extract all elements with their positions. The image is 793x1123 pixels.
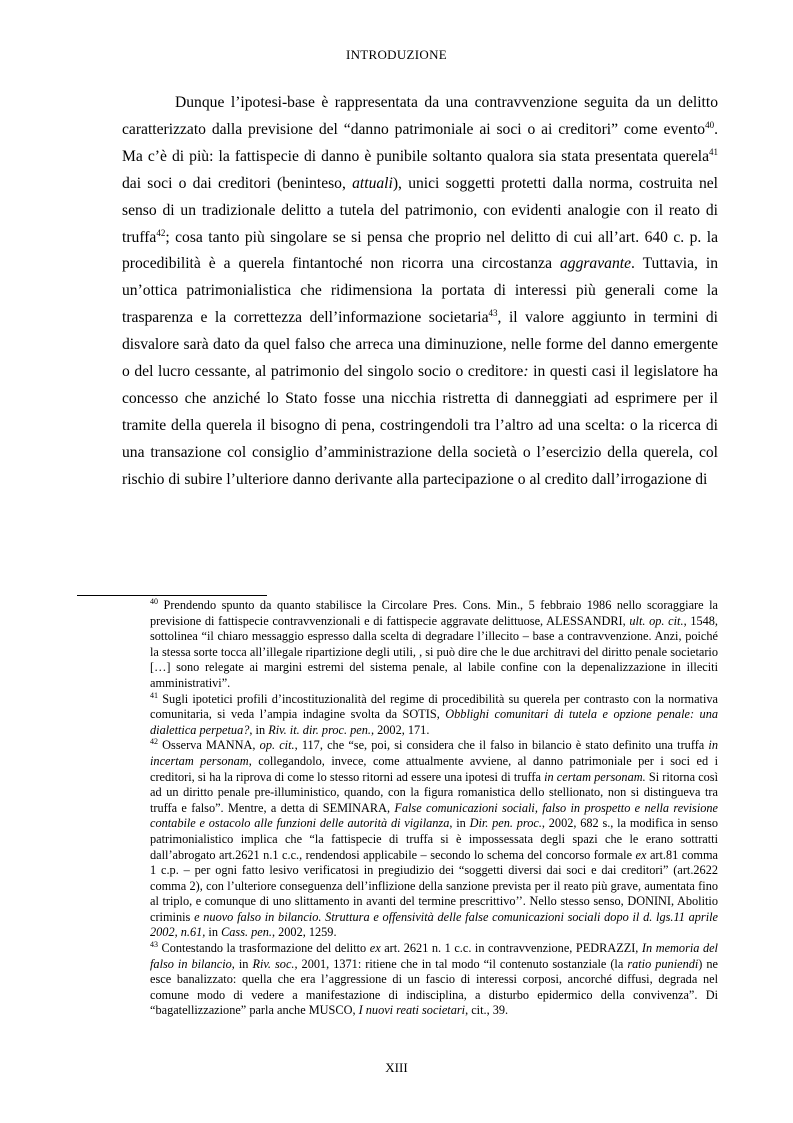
text-run: dai soci o dai creditori (beninteso, <box>122 174 353 192</box>
text-run: art. 2621 n. 1 c.c. in contravvenzione, PEDRAZZI, <box>380 941 642 956</box>
footnote-42 <box>150 738 718 941</box>
italic-run: ult. op. cit. <box>629 613 684 628</box>
italic-run: aggravante <box>559 255 631 273</box>
text-run: , 1548, sottolinea “il chiaro messaggio espresso dalla scelta di degradare l’illecito – base a contravvenzione. Anzi, poiché la stessa sorte tocca all’illegale ripartizione degli utili, , si può dire che le due architravi del diritto penale societario […] sono relegate ai margini estremi del sistema penale, al labile confine con la depenalizzazione in illeciti amministrativi”. <box>150 613 718 690</box>
footnote-40 <box>150 598 718 692</box>
page-number: XIII <box>385 1060 408 1075</box>
italic-run: ratio puniendi <box>627 956 699 971</box>
text-run: . Tuttavia, in un’ottica patrimonialistica che ridimensiona la portata di interessi più generali come la trasparenza e la correttezza dell’informazione societaria <box>122 255 718 327</box>
body-text <box>122 90 718 494</box>
italic-run: in certam personam. <box>544 769 646 784</box>
text-run: Dunque l’ipotesi-base è rappresentata da una contravvenzione seguita da un delitto caratterizzato dalla previsione del “danno patrimoniale ai soci o ai creditori” come evento <box>122 94 718 138</box>
text-run: Osserva MANNA, <box>158 738 260 753</box>
italic-run: : <box>523 363 529 381</box>
footnote-separator <box>77 595 267 596</box>
italic-run: Riv. soc., <box>252 956 298 971</box>
text-run: Si ritorna così ad un diritto penale pre-illuministico, quando, con la figura romanistica dello stellionato, non si distingueva tra truffa e falso”. Mentre, a detta di SEMINARA, <box>150 769 719 815</box>
footnotes <box>150 598 718 1019</box>
italic-run: ex <box>369 941 381 956</box>
text-run: 2001, 1371: ritiene che in tal modo “il contenuto sostanziale (la <box>297 956 628 971</box>
footnote-ref-41[interactable]: 41 <box>709 146 718 157</box>
footnote-number: 40 <box>150 596 158 606</box>
footnote-ref-42[interactable]: 42 <box>156 227 166 238</box>
text-run: in questi casi il legislatore ha concesso che anziché lo Stato fosse una nicchia ristretta di danneggiati ad esprimere per il tramite della querela il bisogno di pena, costringendoli tra l’altro ad una scelta: o la ricerca di una transazione col consiglio d’amministrazione della società o l’esercizio della querela, col rischio di subire l’ulteriore danno derivante alla partecipazione o al credito dall’irrogazione di <box>122 363 718 488</box>
text-run: Contestando la trasformazione del delitto <box>158 941 370 956</box>
text-run: , 2002, 1259. <box>271 925 337 940</box>
text-run: , in <box>231 956 253 971</box>
italic-run: False comunicazioni sociali, falso in prospetto e nella revisione contabile e ostacolo alle funzioni delle autorità di vigilanza <box>150 800 718 831</box>
italic-run: in incertam personam <box>150 738 718 768</box>
footnote-43 <box>150 941 718 1019</box>
footnote-number: 41 <box>150 690 158 700</box>
text-run: , in <box>249 722 269 737</box>
italic-run: op. cit. <box>259 738 295 753</box>
text-run: , 117, che “se, poi, si considera che il falso in bilancio è stato definito una truffa <box>294 738 709 753</box>
text-run: ; cosa tanto più singolare se si pensa che proprio nel delitto di cui all’art. 640 c. p. la procedibilità è a querela fintantoché non ricorra una circostanza <box>122 228 718 273</box>
text-run: ) ne esce banalizzato: quella che era l’aggressione di un fascio di interessi corposi, ancorché diffusi, degrada nel comune modo di vedere a manifestazione di indisciplina, a disturbo epidermico della convivenza”. Di “bagatellizzazione” parla anche MUSCO, <box>150 956 718 1018</box>
footnote-number: 42 <box>150 737 158 747</box>
text-run: , cit., 39. <box>465 1003 509 1018</box>
footnote-41 <box>150 692 718 739</box>
italic-run: ex <box>635 847 647 862</box>
text-run: , in <box>449 816 470 831</box>
text-run: , collegandolo, invece, come attualmente avviene, al danno patrimoniale per i soci ed i creditori, si ha la riprova di come lo stesso ritorni ad essere una ipotesi di truffa <box>150 753 719 784</box>
text-run: in <box>205 925 222 940</box>
italic-run: e nuovo falso in bilancio. Struttura e offensività delle false comunicazioni sociali dopo il d. lgs.11 aprile 2002, n.61, <box>150 909 718 940</box>
text-run: ), unici soggetti protetti dalla norma, costruita nel senso di un tradizionale delitto a tutela del patrimonio, con evidenti analogie con il reato di truffa <box>122 174 718 246</box>
footnote-number: 43 <box>150 939 158 949</box>
text-run: 2002, 171. <box>374 722 430 737</box>
text-run: , 2002, 682 s., la modifica in senso patrimonialistico implica che “la fattispecie di truffa si è impossessata degli spazi che le erano sottratti dall’abrogato art.2621 n.1 c.c., rendendosi applicabile – secondo lo schema del concorso formale <box>150 816 718 862</box>
italic-run: I nuovi reati societari <box>358 1003 466 1018</box>
italic-run: Obblighi comunitari di tutela e opzione penale: una dialettica perpetua? <box>150 707 718 737</box>
text-run: , il valore aggiunto in termini di disvalore sarà dato da quel falso che arreca una diminuzione, nelle forme del danno emergente o del lucro cessante, al patrimonio del singolo socio o creditore <box>122 309 718 381</box>
italic-run: In memoria del falso in bilancio <box>150 941 718 971</box>
text-run: . Ma c’è di più: la fattispecie di danno è punibile soltanto qualora sia stata presentata querela <box>122 120 718 165</box>
body-paragraph <box>122 90 718 494</box>
text-run: art.81 comma 1 c.p. – per ogni fatto lesivo verificatosi in pregiudizio dei “soggetti diversi dai soci e dai creditori” (art.2622 comma 2), con l’ulteriore conseguenza dell’inflizione della sanzione prevista per il reato più grave, aumentata fino al triplo, e comunque di uno slittamento in avanti del termine prescrittivo’’. Nello stesso senso, DONINI, Abolitio criminis <box>150 847 718 924</box>
text-run: Sugli ipotetici profili d’incostituzionalità del regime di procedibilità su querela per contrasto con la normativa comunitaria, si veda l’ampia indagine svolta da SOTIS, <box>150 691 718 722</box>
italic-run: attuali <box>352 174 393 192</box>
italic-run: Cass. pen. <box>221 925 272 940</box>
italic-run: Dir. pen. proc. <box>469 816 542 831</box>
running-header: INTRODUZIONE <box>345 47 448 62</box>
italic-run: Riv. it. dir. proc. pen., <box>268 722 375 737</box>
footnote-ref-43[interactable]: 43 <box>488 308 498 319</box>
text-run: Prendendo spunto da quanto stabilisce la Circolare Pres. Cons. Min., 5 febbraio 1986 nello scoraggiare la previsione di fattispecie contravvenzionali e di fattispecie aggravate delittuose, ALESSANDRI, <box>150 598 718 628</box>
footnote-ref-40[interactable]: 40 <box>705 119 715 130</box>
